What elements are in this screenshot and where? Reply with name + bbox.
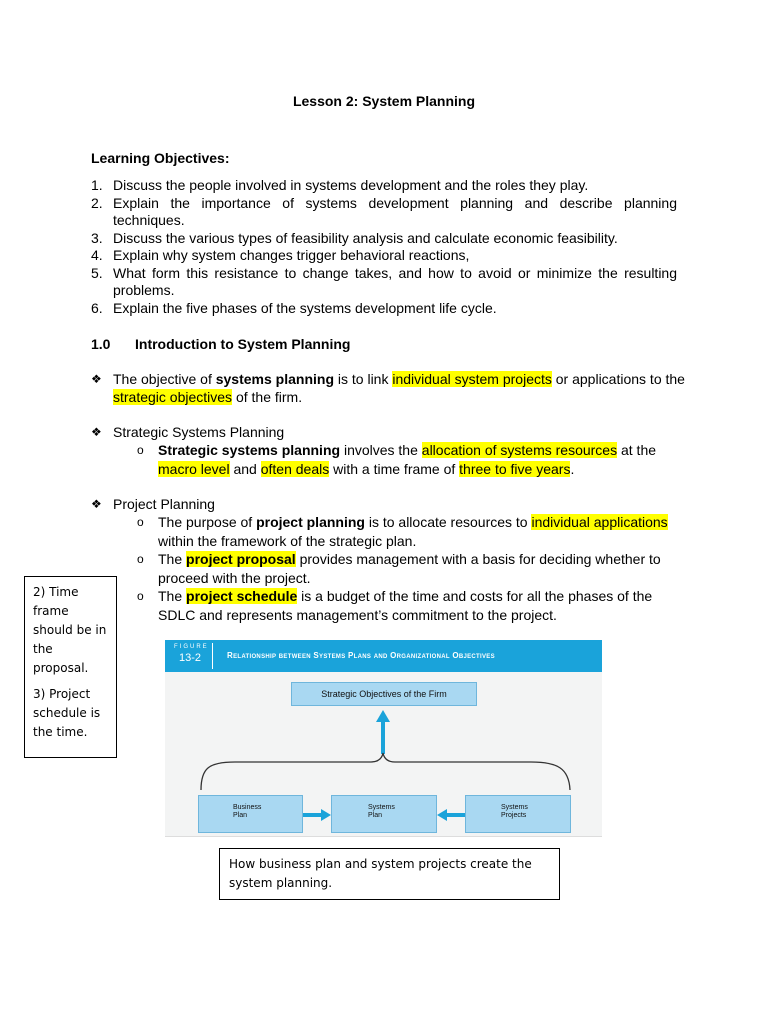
list-item: 1. Discuss the people involved in systems development and the roles they play. <box>91 177 589 193</box>
objectives-list <box>91 177 677 317</box>
right-arrow-head-icon <box>321 809 331 821</box>
objectives-heading: Learning Objectives: <box>91 150 230 166</box>
circle-bullet-icon: o <box>137 589 144 603</box>
list-item: 3. Discuss the various types of feasibility analysis and calculate economic feasibility. <box>91 229 618 246</box>
list-item: 2. Explain the importance of systems development planning and describe planning techniques. <box>91 194 677 228</box>
list-item: o Strategic systems planning involves the allocation of systems resources at the macro level and often deals with a time frame of three to five years. <box>137 442 657 477</box>
figure-label: FIGURE 13-2 <box>174 644 209 664</box>
diamond-bullet-icon: ❖ <box>91 497 102 511</box>
project-planning-block <box>91 495 691 624</box>
section-heading <box>91 336 350 352</box>
side-note-box <box>24 576 117 758</box>
diamond-bullet-icon: ❖ <box>91 425 102 439</box>
systems-projects-box: Systems Projects <box>465 795 571 833</box>
circle-bullet-icon: o <box>137 552 144 566</box>
list-item: 4. Explain why system changes trigger behavioral reactions, <box>91 247 470 263</box>
strategic-planning-block <box>91 423 691 478</box>
figure-title: Relationship between Systems Plans and Organizational Objectives <box>227 651 495 660</box>
project-planning-heading: Project Planning <box>113 496 215 512</box>
figure <box>165 640 602 837</box>
strategic-objectives-box: Strategic Objectives of the Firm <box>291 682 477 706</box>
list-item: 5. What form this resistance to change takes, and how to avoid or minimize the resulting problems. <box>91 264 677 298</box>
circle-bullet-icon: o <box>137 443 144 457</box>
section-number: 1.0 <box>91 336 111 352</box>
systems-plan-box: Systems Plan <box>331 795 437 833</box>
page-title: Lesson 2: System Planning <box>292 93 476 109</box>
brace-shape <box>201 753 570 790</box>
strategic-planning-heading: Strategic Systems Planning <box>113 424 285 440</box>
up-arrow-head-icon <box>376 710 390 722</box>
note-text: 3) Project schedule is the time. <box>33 687 101 739</box>
diamond-bullet-icon: ❖ <box>91 372 102 386</box>
note-text: 2) Time frame should be in the proposal. <box>33 585 107 675</box>
list-item: o The project schedule is a budget of the time and costs for all the phases of the SDLC and represents management’s commitment to the project. <box>137 588 653 623</box>
list-item: o The project proposal provides management with a basis for deciding whether to proceed with the project. <box>137 551 661 586</box>
section-title: Introduction to System Planning <box>135 336 351 352</box>
list-item: o The purpose of project planning is to allocate resources to individual applications within the framework of the strategic plan. <box>137 514 668 549</box>
caption-box: How business plan and system projects create the system planning. <box>219 848 560 900</box>
objective-paragraph: ❖ The objective of systems planning is to link individual system projects or applications to the strategic objectives of the firm. <box>91 371 685 405</box>
business-plan-box: Business Plan <box>198 795 303 833</box>
left-arrow-head-icon <box>437 809 447 821</box>
circle-bullet-icon: o <box>137 515 144 529</box>
list-item: 6. Explain the five phases of the systems development life cycle. <box>91 299 497 316</box>
